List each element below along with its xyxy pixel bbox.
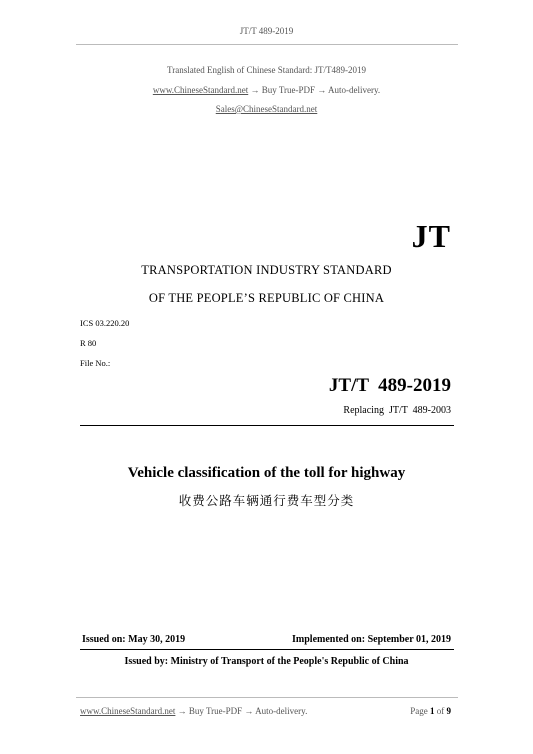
standard-title-line2: OF THE PEOPLE’S REPUBLIC OF CHINA <box>148 291 385 305</box>
footer-divider <box>76 697 458 698</box>
email-line <box>0 104 533 114</box>
title-divider <box>80 425 454 426</box>
email-link[interactable]: Sales@ChineseStandard.net <box>215 104 318 114</box>
issuer-divider <box>80 649 454 650</box>
issued-date: Issued on: May 30, 2019 <box>82 634 186 645</box>
page-label: Page <box>410 706 428 716</box>
running-header: JT/T 489-2019 <box>239 26 294 36</box>
document-title-chinese: 收费公路车辆通行费车型分类 <box>178 493 355 508</box>
document-title: Vehicle classification of the toll for highway <box>127 465 406 481</box>
jt-logo: JT <box>411 218 451 254</box>
page-indicator <box>410 706 451 716</box>
footer-purchase-text: → Buy True-PDF → Auto-delivery. <box>177 706 308 716</box>
page-number: 1 <box>430 706 435 716</box>
purchase-line <box>0 85 533 95</box>
issuing-authority: Issued by: Ministry of Transport of the People's Republic of China <box>124 656 409 667</box>
file-number: File No.: <box>80 358 111 368</box>
translation-notice: Translated English of Chinese Standard: JT/T489-2019 <box>167 65 366 75</box>
ics-code: ICS 03.220.20 <box>80 318 130 328</box>
header-divider <box>76 44 458 45</box>
of-label: of <box>436 706 445 716</box>
classification-code: R 80 <box>80 338 97 348</box>
page-total: 9 <box>446 706 451 716</box>
footer-site-link[interactable]: www.ChineseStandard.net <box>80 706 176 716</box>
purchase-text: → Buy True-PDF → Auto-delivery. <box>250 85 381 95</box>
replacing-note: Replacing JT/T 489-2003 <box>343 405 451 416</box>
site-link[interactable]: www.ChineseStandard.net <box>152 85 249 95</box>
standard-code: JT/T 489-2019 <box>328 375 451 396</box>
standard-title-line1: TRANSPORTATION INDUSTRY STANDARD <box>141 263 392 277</box>
footer-purchase-line <box>80 706 307 716</box>
implemented-date: Implemented on: September 01, 2019 <box>292 634 451 645</box>
